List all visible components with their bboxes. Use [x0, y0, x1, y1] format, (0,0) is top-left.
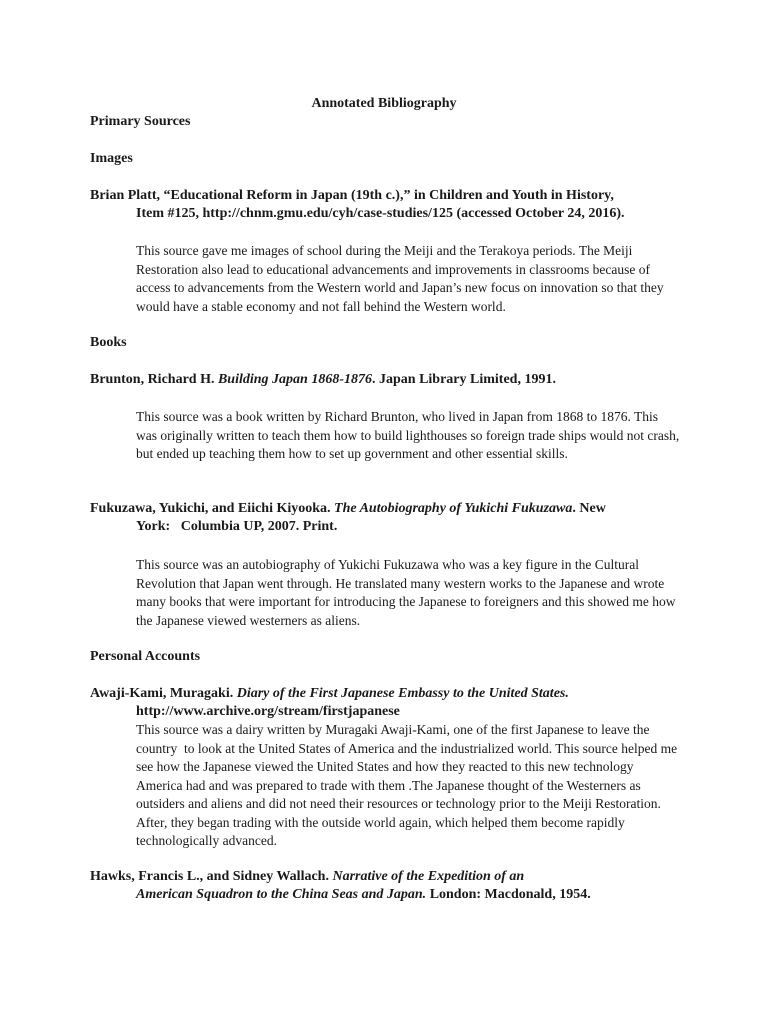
annotation-brunton: This source was a book written by Richard Brunton, who lived in Japan from 1868 to 1876. This was originally written to teach them how to build lighthouses so foreign trade ships would not crash, but ended up teaching them how to set up government and other essential skills.	[136, 409, 680, 461]
primary-sources-heading: Primary Sources	[90, 114, 191, 129]
citation-title: Building Japan 1868-1876	[217, 372, 372, 387]
citation-line: Brian Platt, “Educational Reform in Japan (19th c.),” in Children and Youth in History,	[90, 188, 614, 203]
citation-author: Fukuzawa, Yukichi, and Eiichi Kiyooka.	[90, 501, 335, 516]
citation-publisher: . New	[572, 501, 606, 516]
citation-line: Item #125, http://chnm.gmu.edu/cyh/case-studies/125 (accessed October 24, 2016).	[136, 206, 625, 221]
annotation-awaji-kami: This source was a dairy written by Muragaki Awaji-Kami, one of the first Japanese to leave the country to look at the United States of America and the industrialized world. This source helped me see how the Japanese viewed the United States and how they reacted to this new technology America had and was prepared to trade with them .The Japanese thought of the Westerners as outsiders and aliens and did not need their resources or technology prior to the Meiji Restoration. After, they began trading with the outside world again, which helped them become rapidly technologically advanced.	[136, 722, 681, 848]
citation-author: Brunton, Richard H.	[90, 372, 218, 387]
citation-platt	[90, 187, 690, 223]
citation-author: Awaji-Kami, Muragaki.	[90, 686, 237, 701]
citation-fukuzawa	[90, 500, 690, 536]
citation-url: http://www.archive.org/stream/firstjapanese	[136, 704, 400, 719]
citation-title: Narrative of the Expedition of an	[332, 869, 525, 884]
citation-author: Hawks, Francis L., and Sidney Wallach.	[90, 869, 333, 884]
images-heading: Images	[90, 151, 133, 166]
citation-brunton	[90, 371, 690, 389]
annotation-platt: This source gave me images of school during the Meiji and the Terakoya periods. The Meiji Restoration also lead to educational advancements and improvements in classrooms because of access to advancements from the Western world and Japan’s new focus on innovation so that they would have a stable economy and not fall behind the Western world.	[136, 243, 664, 314]
citation-publisher: London: Macdonald, 1954.	[426, 887, 591, 902]
annotation-fukuzawa: This source was an autobiography of Yukichi Fukuzawa who was a key figure in the Cultural Revolution that Japan went through. He translated many western works to the Japanese and wrote many books that were important for introducing the Japanese to foreigners and this showed me how the Japanese viewed westerners as aliens.	[136, 557, 676, 628]
citation-hawks	[90, 868, 690, 904]
citation-title: American Squadron to the China Seas and Japan.	[136, 887, 427, 902]
books-heading: Books	[90, 335, 127, 350]
citation-title: The Autobiography of Yukichi Fukuzawa	[334, 501, 573, 516]
document-title: Annotated Bibliography	[311, 96, 457, 111]
citation-title: Diary of the First Japanese Embassy to the United States.	[236, 686, 569, 701]
citation-publisher: . Japan Library Limited, 1991.	[372, 372, 556, 387]
citation-awaji-kami	[90, 685, 690, 721]
personal-accounts-heading: Personal Accounts	[90, 649, 201, 664]
citation-line: York: Columbia UP, 2007. Print.	[136, 519, 338, 534]
